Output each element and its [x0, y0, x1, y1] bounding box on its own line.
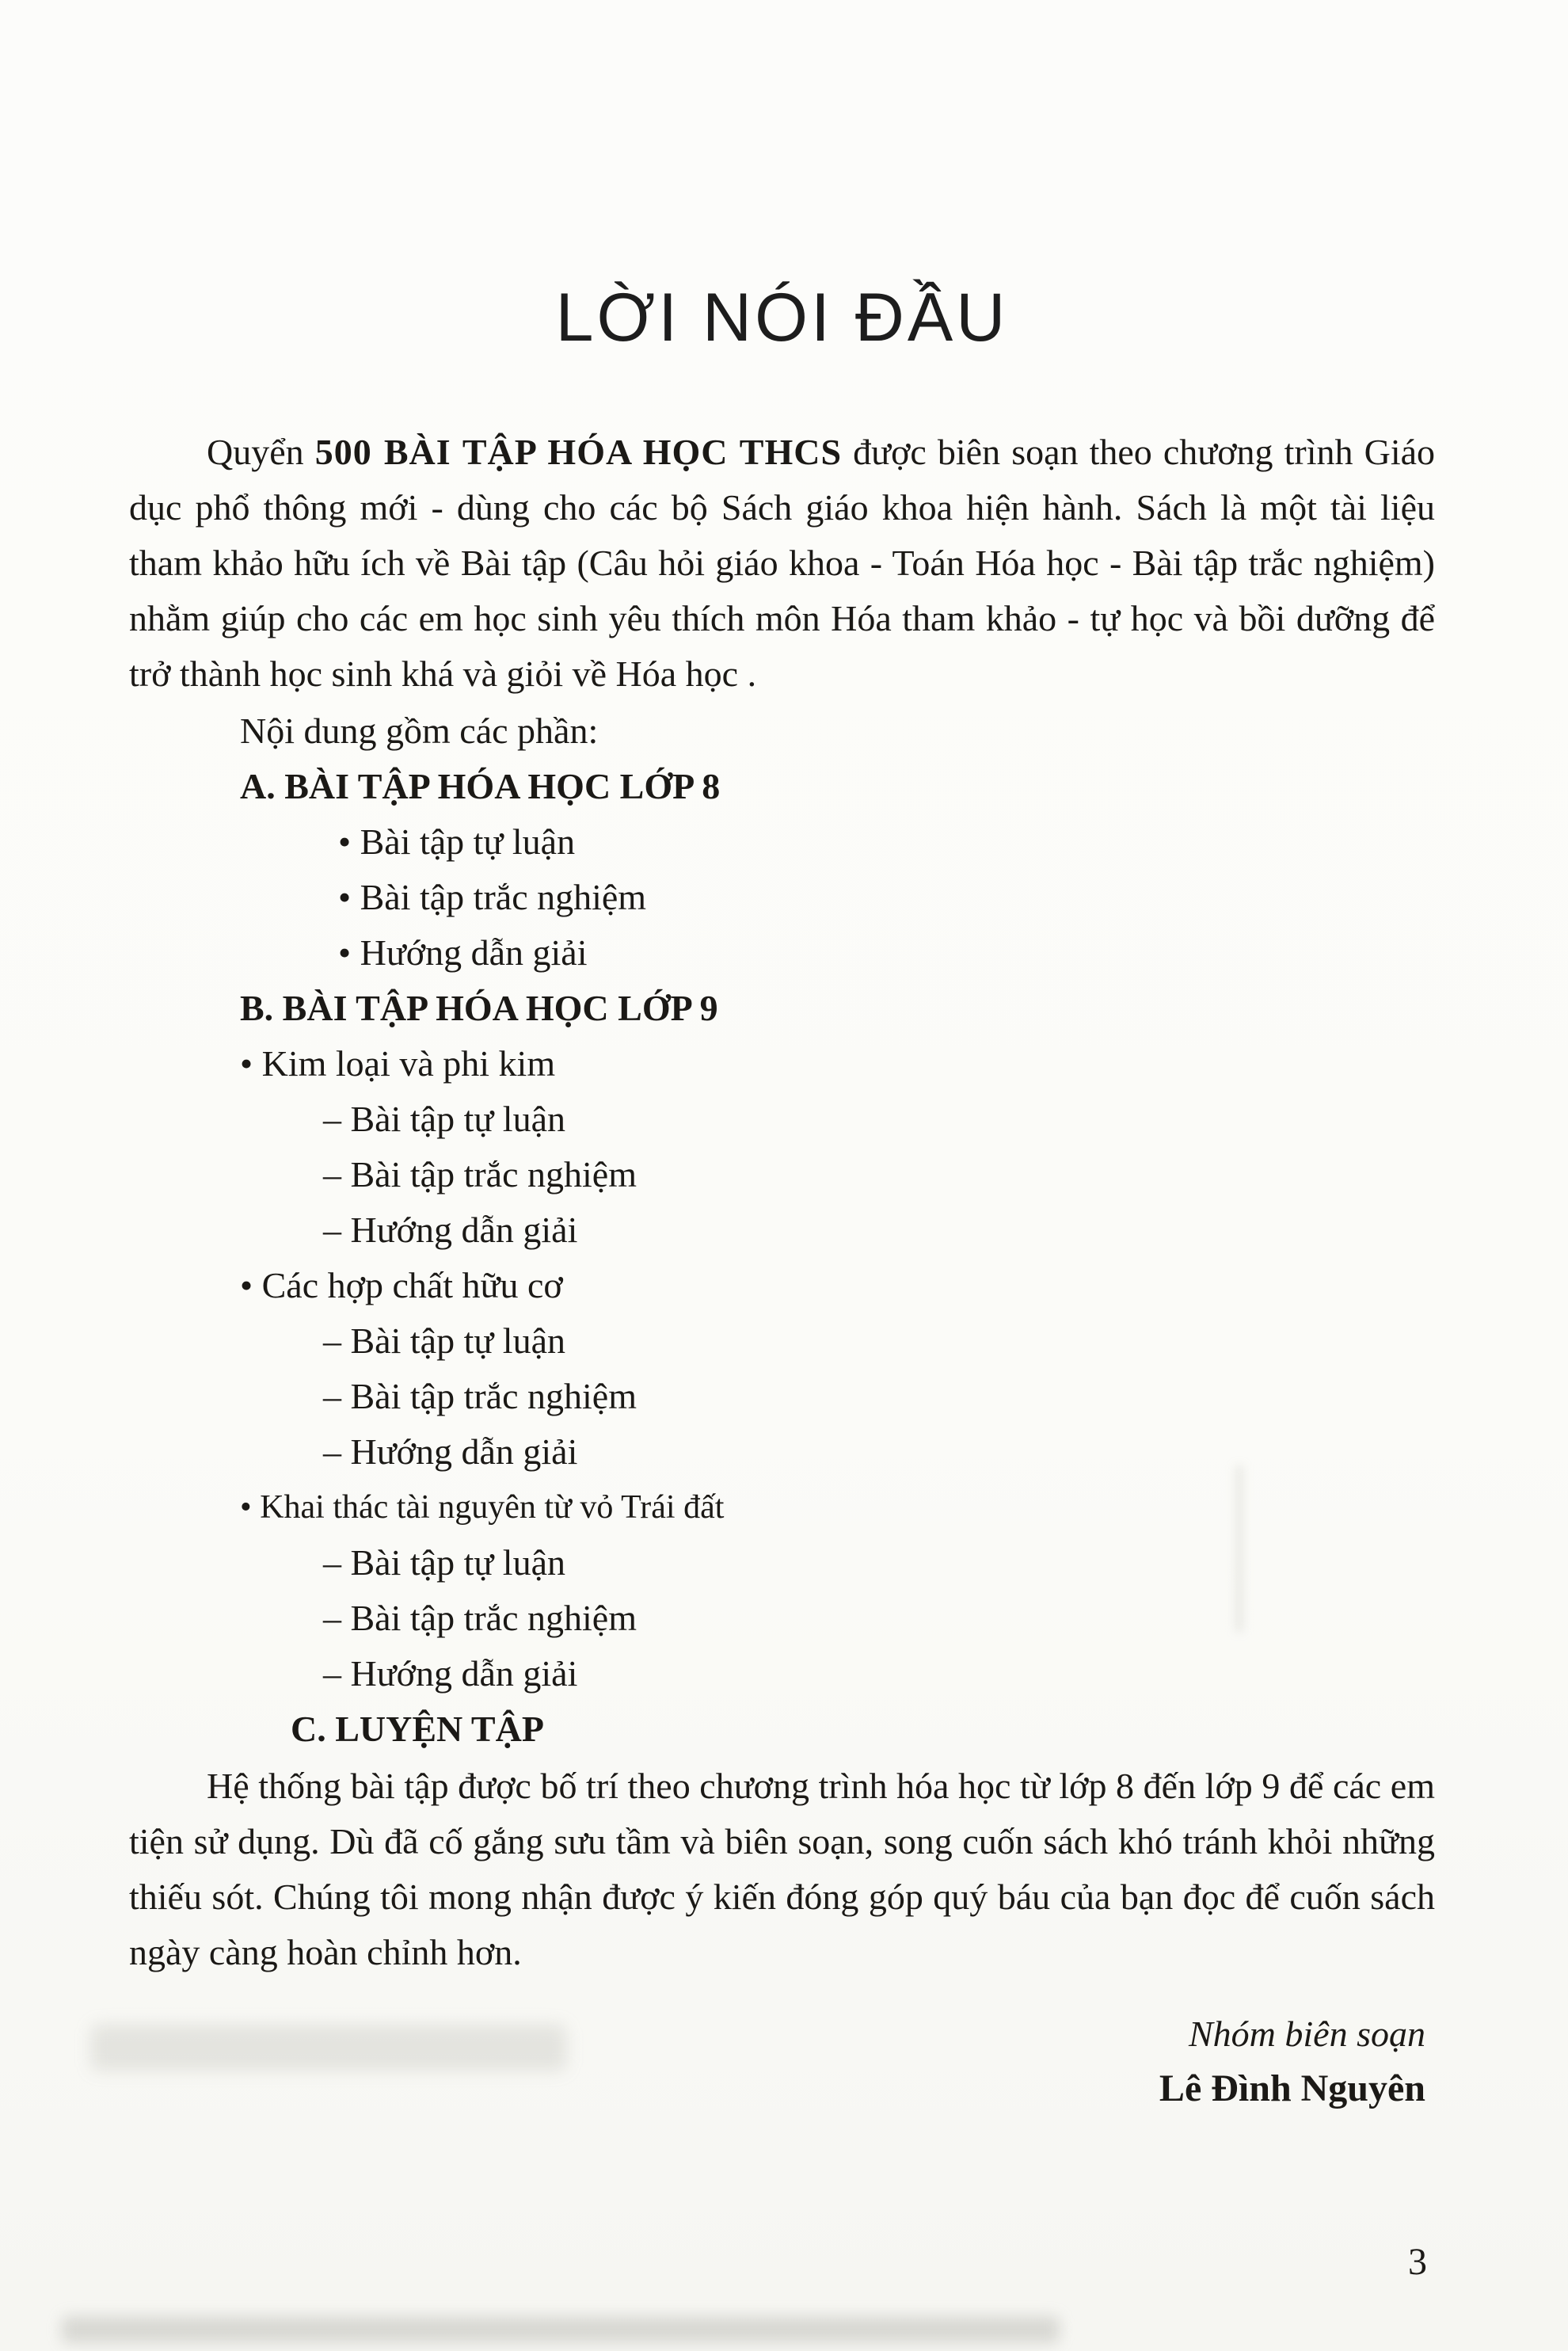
intro-paragraph: [129, 425, 1435, 702]
toc-item: – Hướng dẫn giải: [323, 1210, 578, 1250]
toc-item: • Bài tập tự luận: [338, 821, 576, 862]
table-of-contents: [129, 703, 1435, 1757]
signature-block: [129, 2007, 1435, 2117]
toc-item: • Khai thác tài nguyên từ vỏ Trái đất: [240, 1489, 725, 1526]
toc-section-b: B. BÀI TẬP HÓA HỌC LỚP 9: [240, 988, 718, 1028]
toc-item: – Bài tập tự luận: [323, 1542, 565, 1583]
intro-rest: được biên soạn theo chương trình Giáo dục phổ thông mới - dùng cho các bộ Sách giáo khoa hiện hành. Sách là một tài liệu tham khảo hữu ích về Bài tập (Câu hỏi giáo khoa - Toán Hóa học - Bài tập trắc nghiệm) nhằm giúp cho các em học sinh yêu thích môn Hóa tham khảo - tự học và bồi dưỡng để trở thành học sinh khá và giỏi về Hóa học .: [129, 432, 1436, 694]
toc-item: – Bài tập tự luận: [323, 1320, 565, 1361]
toc-item: • Kim loại và phi kim: [240, 1043, 556, 1084]
toc-section-a: A. BÀI TẬP HÓA HỌC LỚP 8: [240, 766, 721, 806]
toc-item: • Bài tập trắc nghiệm: [338, 877, 647, 917]
page-number: 3: [1408, 2241, 1427, 2283]
toc-item: – Bài tập trắc nghiệm: [323, 1376, 637, 1416]
signature-group: Nhóm biên soạn: [1189, 2014, 1425, 2054]
toc-item: • Hướng dẫn giải: [338, 932, 588, 973]
signature-author: Lê Đình Nguyên: [1159, 2067, 1425, 2109]
toc-item: – Hướng dẫn giải: [323, 1431, 578, 1472]
page-title: LỜI NÓI ĐẦU: [555, 280, 1009, 356]
book-title-inline: 500 BÀI TẬP HÓA HỌC THCS: [314, 432, 843, 472]
toc-section-c: C. LUYỆN TẬP: [291, 1709, 544, 1749]
toc-item: – Hướng dẫn giải: [323, 1653, 578, 1694]
closing-paragraph: Hệ thống bài tập được bố trí theo chương trình hóa học từ lớp 8 đến lớp 9 để các em tiện sử dụng. Dù đã cố gắng sưu tầm và biên soạn, song cuốn sách khó tránh khỏi những thiếu sót. Chúng tôi mong nhận được ý kiến đóng góp quý báu của bạn đọc để cuốn sách ngày càng hoàn chỉnh hơn.: [129, 1766, 1435, 1972]
toc-item: – Bài tập tự luận: [323, 1099, 565, 1139]
scan-artifact: [62, 2316, 1060, 2343]
intro-lead: Quyển: [207, 432, 315, 472]
page-content: [129, 0, 1435, 2117]
toc-heading: Nội dung gồm các phần:: [240, 711, 599, 751]
toc-item: • Các hợp chất hữu cơ: [240, 1265, 563, 1305]
toc-item: – Bài tập trắc nghiệm: [323, 1598, 637, 1638]
toc-item: – Bài tập trắc nghiệm: [323, 1154, 637, 1195]
